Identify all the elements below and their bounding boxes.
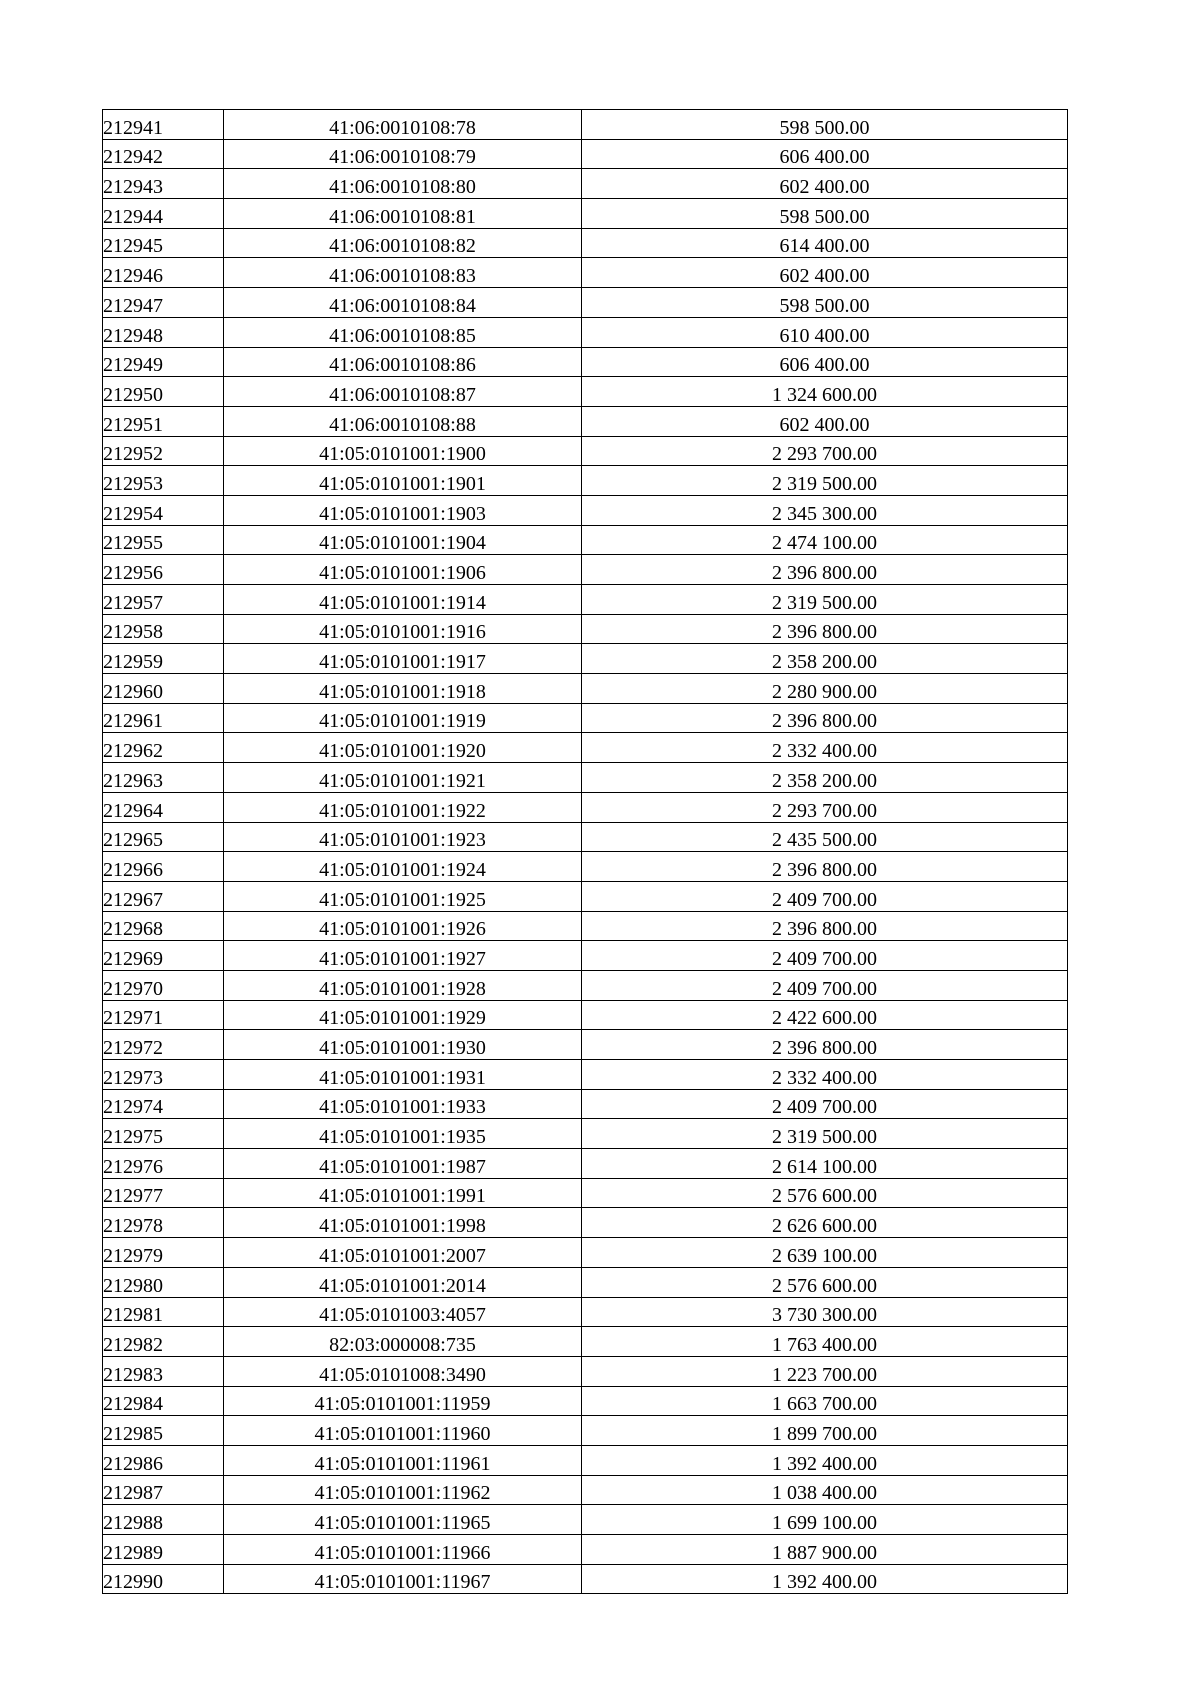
row-number-cell: 212980 [103, 1267, 224, 1297]
row-number-cell: 212947 [103, 288, 224, 318]
row-number-cell: 212943 [103, 169, 224, 199]
table-row [103, 1060, 1068, 1090]
row-number-cell: 212989 [103, 1535, 224, 1565]
cadastral-number-cell: 41:06:0010108:78 [224, 110, 582, 140]
table-row [103, 169, 1068, 199]
row-number-cell: 212950 [103, 377, 224, 407]
row-number-cell: 212972 [103, 1030, 224, 1060]
table-row [103, 852, 1068, 882]
row-number-cell: 212977 [103, 1178, 224, 1208]
row-number-cell: 212962 [103, 733, 224, 763]
cadastral-value-cell: 2 332 400.00 [582, 1060, 1068, 1090]
row-number-cell: 212953 [103, 466, 224, 496]
cadastral-number-cell: 41:05:0101001:1900 [224, 436, 582, 466]
cadastral-number-cell: 41:05:0101001:1931 [224, 1060, 582, 1090]
cadastral-number-cell: 41:05:0101001:1904 [224, 525, 582, 555]
cadastral-value-cell: 1 324 600.00 [582, 377, 1068, 407]
row-number-cell: 212988 [103, 1505, 224, 1535]
cadastral-number-cell: 41:06:0010108:88 [224, 406, 582, 436]
cadastral-value-cell: 2 396 800.00 [582, 555, 1068, 585]
cadastral-number-cell: 41:06:0010108:84 [224, 288, 582, 318]
table-body [103, 110, 1068, 1594]
row-number-cell: 212951 [103, 406, 224, 436]
row-number-cell: 212985 [103, 1416, 224, 1446]
table-row [103, 377, 1068, 407]
cadastral-value-cell: 2 345 300.00 [582, 495, 1068, 525]
cadastral-number-cell: 41:05:0101001:1927 [224, 941, 582, 971]
cadastral-number-cell: 41:05:0101001:1929 [224, 1000, 582, 1030]
row-number-cell: 212965 [103, 822, 224, 852]
cadastral-number-cell: 41:05:0101008:3490 [224, 1356, 582, 1386]
table-row [103, 674, 1068, 704]
cadastral-number-cell: 41:06:0010108:85 [224, 317, 582, 347]
row-number-cell: 212946 [103, 258, 224, 288]
row-number-cell: 212982 [103, 1327, 224, 1357]
row-number-cell: 212952 [103, 436, 224, 466]
cadastral-value-cell: 1 663 700.00 [582, 1386, 1068, 1416]
cadastral-value-cell: 2 435 500.00 [582, 822, 1068, 852]
cadastral-value-cell: 610 400.00 [582, 317, 1068, 347]
cadastral-number-cell: 41:06:0010108:82 [224, 228, 582, 258]
cadastral-value-table [102, 109, 1068, 1594]
table-row [103, 911, 1068, 941]
cadastral-number-cell: 41:06:0010108:83 [224, 258, 582, 288]
cadastral-value-cell: 2 576 600.00 [582, 1178, 1068, 1208]
cadastral-value-cell: 2 293 700.00 [582, 792, 1068, 822]
cadastral-value-cell: 1 763 400.00 [582, 1327, 1068, 1357]
row-number-cell: 212987 [103, 1475, 224, 1505]
row-number-cell: 212967 [103, 881, 224, 911]
cadastral-value-cell: 1 887 900.00 [582, 1535, 1068, 1565]
cadastral-number-cell: 41:05:0101001:1917 [224, 644, 582, 674]
row-number-cell: 212958 [103, 614, 224, 644]
cadastral-value-cell: 614 400.00 [582, 228, 1068, 258]
cadastral-number-cell: 41:05:0101001:1925 [224, 881, 582, 911]
row-number-cell: 212978 [103, 1208, 224, 1238]
row-number-cell: 212968 [103, 911, 224, 941]
cadastral-value-cell: 1 392 400.00 [582, 1445, 1068, 1475]
table-row [103, 644, 1068, 674]
table-row [103, 525, 1068, 555]
row-number-cell: 212969 [103, 941, 224, 971]
table-row [103, 1356, 1068, 1386]
cadastral-value-cell: 2 396 800.00 [582, 1030, 1068, 1060]
row-number-cell: 212990 [103, 1564, 224, 1594]
table-row [103, 1089, 1068, 1119]
cadastral-number-cell: 41:05:0101001:1998 [224, 1208, 582, 1238]
cadastral-value-cell: 2 293 700.00 [582, 436, 1068, 466]
table-row [103, 763, 1068, 793]
row-number-cell: 212963 [103, 763, 224, 793]
cadastral-number-cell: 41:05:0101001:11959 [224, 1386, 582, 1416]
cadastral-number-cell: 41:05:0101001:11960 [224, 1416, 582, 1446]
cadastral-value-cell: 2 396 800.00 [582, 852, 1068, 882]
cadastral-value-cell: 598 500.00 [582, 288, 1068, 318]
table-row [103, 1267, 1068, 1297]
cadastral-value-cell: 2 422 600.00 [582, 1000, 1068, 1030]
cadastral-number-cell: 41:05:0101001:1903 [224, 495, 582, 525]
cadastral-number-cell: 41:05:0101001:11966 [224, 1535, 582, 1565]
cadastral-value-cell: 2 474 100.00 [582, 525, 1068, 555]
cadastral-number-cell: 41:05:0101001:1933 [224, 1089, 582, 1119]
table-row [103, 555, 1068, 585]
row-number-cell: 212948 [103, 317, 224, 347]
cadastral-value-cell: 1 899 700.00 [582, 1416, 1068, 1446]
table-row [103, 288, 1068, 318]
cadastral-value-cell: 2 319 500.00 [582, 1119, 1068, 1149]
cadastral-value-cell: 1 223 700.00 [582, 1356, 1068, 1386]
table-row [103, 406, 1068, 436]
cadastral-number-cell: 41:05:0101001:2007 [224, 1238, 582, 1268]
cadastral-number-cell: 41:06:0010108:81 [224, 199, 582, 229]
cadastral-value-cell: 1 699 100.00 [582, 1505, 1068, 1535]
table-row [103, 1178, 1068, 1208]
row-number-cell: 212964 [103, 792, 224, 822]
row-number-cell: 212983 [103, 1356, 224, 1386]
table-row [103, 822, 1068, 852]
table-row [103, 703, 1068, 733]
table-row [103, 1386, 1068, 1416]
row-number-cell: 212984 [103, 1386, 224, 1416]
cadastral-value-cell: 2 626 600.00 [582, 1208, 1068, 1238]
table-row [103, 733, 1068, 763]
cadastral-value-cell: 2 280 900.00 [582, 674, 1068, 704]
table-row [103, 110, 1068, 140]
table-row [103, 139, 1068, 169]
cadastral-value-cell: 3 730 300.00 [582, 1297, 1068, 1327]
cadastral-number-cell: 41:05:0101001:1987 [224, 1149, 582, 1179]
cadastral-value-cell: 2 358 200.00 [582, 763, 1068, 793]
table-row [103, 347, 1068, 377]
cadastral-number-cell: 41:05:0101001:1901 [224, 466, 582, 496]
row-number-cell: 212974 [103, 1089, 224, 1119]
row-number-cell: 212970 [103, 970, 224, 1000]
cadastral-number-cell: 41:05:0101001:11962 [224, 1475, 582, 1505]
cadastral-number-cell: 41:05:0101001:1918 [224, 674, 582, 704]
table-row [103, 1208, 1068, 1238]
row-number-cell: 212973 [103, 1060, 224, 1090]
cadastral-value-cell: 2 576 600.00 [582, 1267, 1068, 1297]
cadastral-value-cell: 2 614 100.00 [582, 1149, 1068, 1179]
cadastral-number-cell: 41:05:0101001:1919 [224, 703, 582, 733]
cadastral-number-cell: 41:05:0101001:2014 [224, 1267, 582, 1297]
row-number-cell: 212981 [103, 1297, 224, 1327]
table-row [103, 585, 1068, 615]
row-number-cell: 212959 [103, 644, 224, 674]
row-number-cell: 212955 [103, 525, 224, 555]
table-row [103, 792, 1068, 822]
cadastral-number-cell: 41:05:0101001:1914 [224, 585, 582, 615]
row-number-cell: 212976 [103, 1149, 224, 1179]
table-row [103, 258, 1068, 288]
cadastral-value-cell: 2 396 800.00 [582, 703, 1068, 733]
row-number-cell: 212979 [103, 1238, 224, 1268]
row-number-cell: 212975 [103, 1119, 224, 1149]
cadastral-value-cell: 2 409 700.00 [582, 1089, 1068, 1119]
table-row [103, 1445, 1068, 1475]
row-number-cell: 212945 [103, 228, 224, 258]
cadastral-value-cell: 598 500.00 [582, 110, 1068, 140]
table-row [103, 1297, 1068, 1327]
cadastral-number-cell: 41:05:0101001:1928 [224, 970, 582, 1000]
cadastral-value-cell: 606 400.00 [582, 347, 1068, 377]
cadastral-value-cell: 2 409 700.00 [582, 941, 1068, 971]
cadastral-number-cell: 41:05:0101003:4057 [224, 1297, 582, 1327]
table-row [103, 1505, 1068, 1535]
table-row [103, 1564, 1068, 1594]
cadastral-value-cell: 2 396 800.00 [582, 911, 1068, 941]
cadastral-number-cell: 41:06:0010108:87 [224, 377, 582, 407]
cadastral-value-cell: 602 400.00 [582, 258, 1068, 288]
row-number-cell: 212956 [103, 555, 224, 585]
cadastral-value-cell: 2 409 700.00 [582, 881, 1068, 911]
cadastral-number-cell: 41:05:0101001:1922 [224, 792, 582, 822]
table-row [103, 436, 1068, 466]
cadastral-value-cell: 602 400.00 [582, 169, 1068, 199]
cadastral-number-cell: 41:06:0010108:79 [224, 139, 582, 169]
table-row [103, 1327, 1068, 1357]
cadastral-value-cell: 602 400.00 [582, 406, 1068, 436]
table-row [103, 1149, 1068, 1179]
cadastral-number-cell: 41:05:0101001:1921 [224, 763, 582, 793]
table-row [103, 495, 1068, 525]
row-number-cell: 212960 [103, 674, 224, 704]
table-row [103, 199, 1068, 229]
table-row [103, 228, 1068, 258]
cadastral-value-cell: 1 392 400.00 [582, 1564, 1068, 1594]
cadastral-number-cell: 41:06:0010108:86 [224, 347, 582, 377]
table-row [103, 1238, 1068, 1268]
row-number-cell: 212949 [103, 347, 224, 377]
table-row [103, 970, 1068, 1000]
cadastral-number-cell: 41:05:0101001:1920 [224, 733, 582, 763]
cadastral-value-cell: 2 319 500.00 [582, 585, 1068, 615]
row-number-cell: 212986 [103, 1445, 224, 1475]
table-row [103, 1119, 1068, 1149]
cadastral-number-cell: 41:05:0101001:1923 [224, 822, 582, 852]
row-number-cell: 212961 [103, 703, 224, 733]
cadastral-value-cell: 2 319 500.00 [582, 466, 1068, 496]
table-row [103, 614, 1068, 644]
table-row [103, 881, 1068, 911]
cadastral-value-cell: 598 500.00 [582, 199, 1068, 229]
cadastral-number-cell: 41:05:0101001:1906 [224, 555, 582, 585]
row-number-cell: 212941 [103, 110, 224, 140]
table-row [103, 1475, 1068, 1505]
table-row [103, 941, 1068, 971]
row-number-cell: 212966 [103, 852, 224, 882]
table-row [103, 466, 1068, 496]
row-number-cell: 212954 [103, 495, 224, 525]
cadastral-number-cell: 41:06:0010108:80 [224, 169, 582, 199]
row-number-cell: 212942 [103, 139, 224, 169]
cadastral-number-cell: 41:05:0101001:1916 [224, 614, 582, 644]
cadastral-number-cell: 41:05:0101001:1924 [224, 852, 582, 882]
cadastral-value-cell: 2 409 700.00 [582, 970, 1068, 1000]
cadastral-number-cell: 41:05:0101001:11965 [224, 1505, 582, 1535]
table-row [103, 1416, 1068, 1446]
cadastral-value-cell: 1 038 400.00 [582, 1475, 1068, 1505]
cadastral-number-cell: 82:03:000008:735 [224, 1327, 582, 1357]
cadastral-value-cell: 606 400.00 [582, 139, 1068, 169]
cadastral-number-cell: 41:05:0101001:1935 [224, 1119, 582, 1149]
cadastral-value-cell: 2 639 100.00 [582, 1238, 1068, 1268]
cadastral-number-cell: 41:05:0101001:11967 [224, 1564, 582, 1594]
cadastral-value-cell: 2 332 400.00 [582, 733, 1068, 763]
row-number-cell: 212957 [103, 585, 224, 615]
row-number-cell: 212971 [103, 1000, 224, 1030]
table-row [103, 1535, 1068, 1565]
cadastral-number-cell: 41:05:0101001:11961 [224, 1445, 582, 1475]
cadastral-value-cell: 2 358 200.00 [582, 644, 1068, 674]
cadastral-number-cell: 41:05:0101001:1930 [224, 1030, 582, 1060]
table-row [103, 1030, 1068, 1060]
table-row [103, 1000, 1068, 1030]
table-row [103, 317, 1068, 347]
row-number-cell: 212944 [103, 199, 224, 229]
cadastral-number-cell: 41:05:0101001:1991 [224, 1178, 582, 1208]
cadastral-number-cell: 41:05:0101001:1926 [224, 911, 582, 941]
cadastral-value-cell: 2 396 800.00 [582, 614, 1068, 644]
